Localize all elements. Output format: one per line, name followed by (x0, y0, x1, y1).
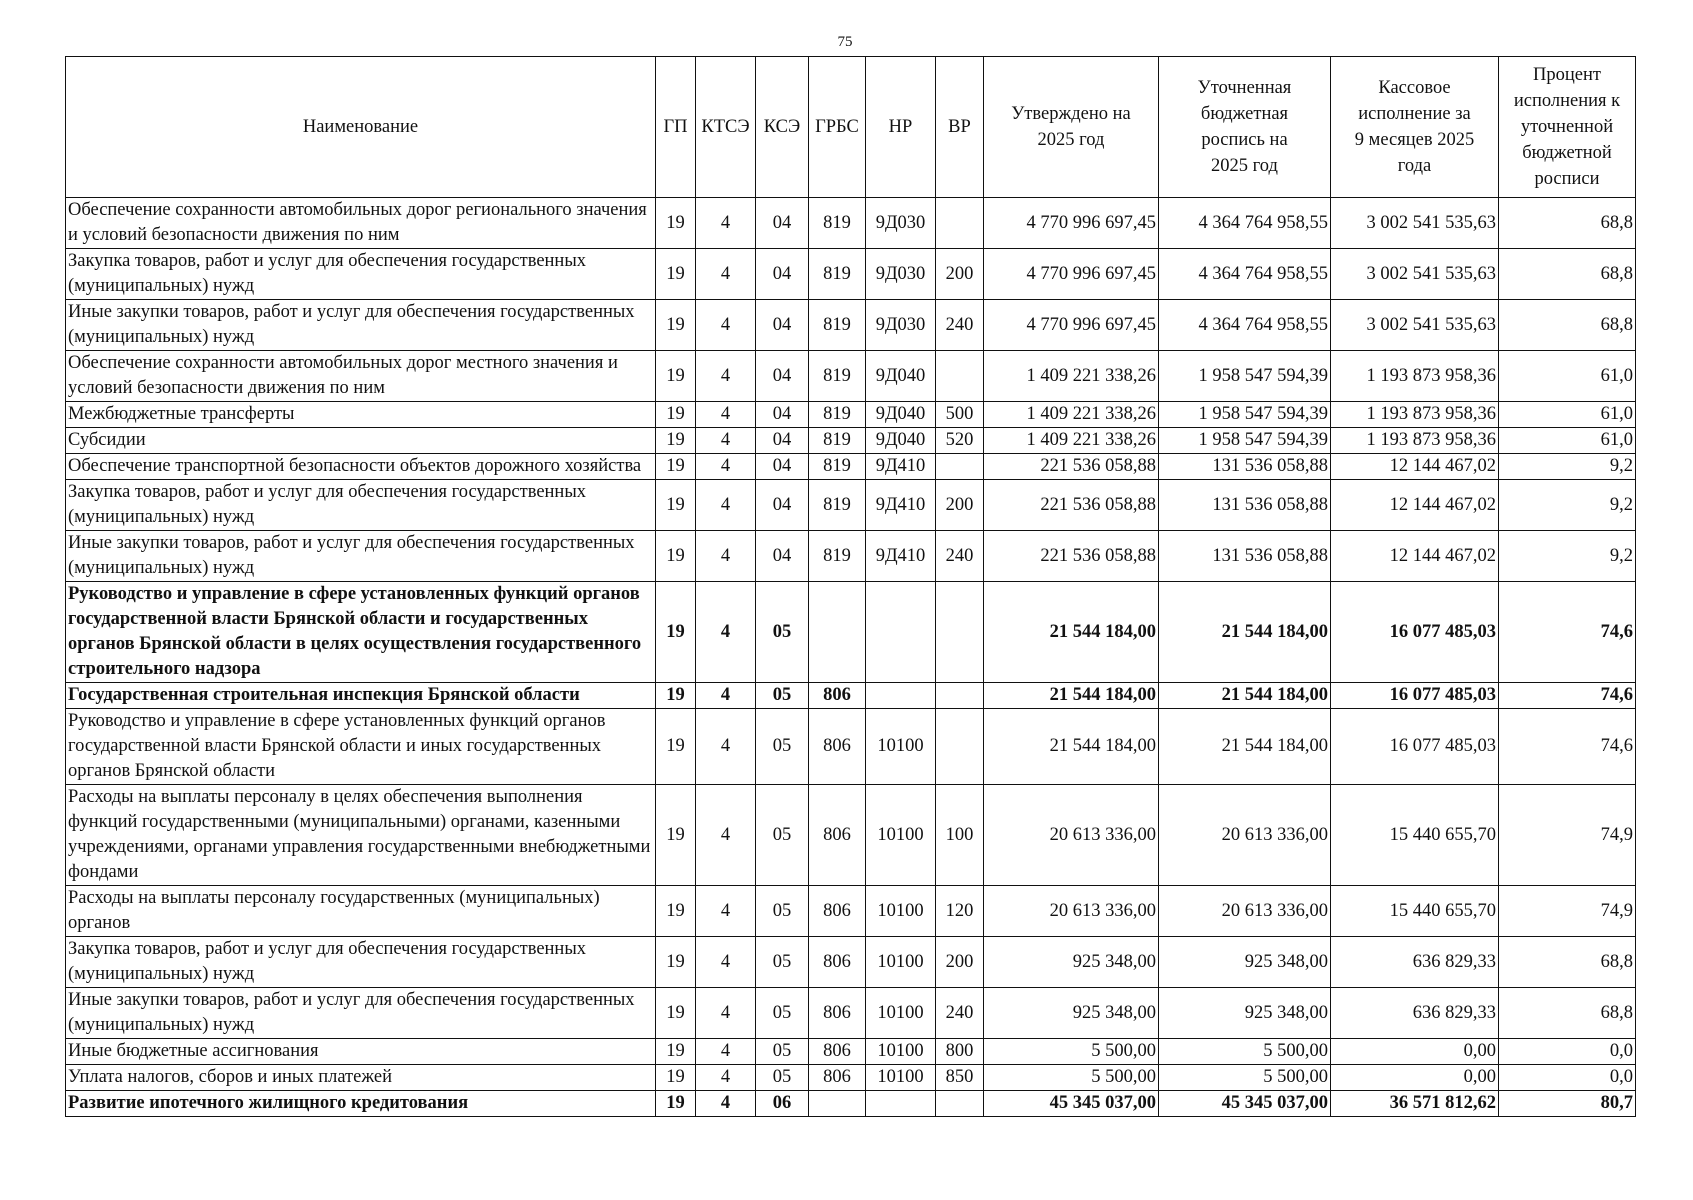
table-row (66, 683, 1636, 709)
cell-nr: 9Д040 (866, 402, 936, 428)
cell-kse: 04 (756, 480, 809, 531)
table-row (66, 300, 1636, 351)
cell-kse: 04 (756, 428, 809, 454)
cell-cash: 3 002 541 535,63 (1331, 249, 1499, 300)
cell-kse: 05 (756, 683, 809, 709)
table-row (66, 886, 1636, 937)
cell-cash: 636 829,33 (1331, 937, 1499, 988)
cell-cash: 15 440 655,70 (1331, 785, 1499, 886)
cell-approved: 21 544 184,00 (984, 709, 1159, 785)
cell-cash: 12 144 467,02 (1331, 531, 1499, 582)
cell-percent: 68,8 (1499, 988, 1636, 1039)
cell-percent: 80,7 (1499, 1091, 1636, 1117)
cell-gp: 19 (656, 709, 696, 785)
cell-ktse: 4 (696, 428, 756, 454)
cell-percent: 68,8 (1499, 937, 1636, 988)
cell-name: Закупка товаров, работ и услуг для обеспечения государственных (муниципальных) нужд (66, 937, 656, 988)
cell-grbs: 806 (809, 1065, 866, 1091)
cell-nr: 9Д410 (866, 454, 936, 480)
cell-ktse: 4 (696, 1039, 756, 1065)
cell-nr: 9Д030 (866, 198, 936, 249)
cell-cash: 0,00 (1331, 1039, 1499, 1065)
table-row (66, 454, 1636, 480)
cell-vr (936, 1091, 984, 1117)
cell-approved: 925 348,00 (984, 988, 1159, 1039)
cell-nr: 10100 (866, 937, 936, 988)
cell-percent: 74,6 (1499, 683, 1636, 709)
cell-kse: 04 (756, 249, 809, 300)
cell-approved: 21 544 184,00 (984, 582, 1159, 683)
cell-percent: 9,2 (1499, 531, 1636, 582)
cell-nr: 9Д410 (866, 480, 936, 531)
cell-cash: 16 077 485,03 (1331, 709, 1499, 785)
cell-name: Развитие ипотечного жилищного кредитования (66, 1091, 656, 1117)
cell-name: Расходы на выплаты персоналу государственных (муниципальных) органов (66, 886, 656, 937)
cell-ktse: 4 (696, 531, 756, 582)
cell-refined: 925 348,00 (1159, 988, 1331, 1039)
cell-cash: 0,00 (1331, 1065, 1499, 1091)
cell-cash: 1 193 873 958,36 (1331, 351, 1499, 402)
cell-refined: 1 958 547 594,39 (1159, 351, 1331, 402)
table-row (66, 582, 1636, 683)
cell-kse: 05 (756, 785, 809, 886)
cell-name: Государственная строительная инспекция Брянской области (66, 683, 656, 709)
cell-ktse: 4 (696, 480, 756, 531)
cell-name: Закупка товаров, работ и услуг для обеспечения государственных (муниципальных) нужд (66, 480, 656, 531)
cell-gp: 19 (656, 454, 696, 480)
cell-gp: 19 (656, 937, 696, 988)
cell-vr (936, 351, 984, 402)
cell-name: Обеспечение сохранности автомобильных дорог регионального значения и условий безопасности движения по ним (66, 198, 656, 249)
cell-nr: 10100 (866, 709, 936, 785)
table-row (66, 531, 1636, 582)
cell-kse: 05 (756, 886, 809, 937)
cell-refined: 20 613 336,00 (1159, 785, 1331, 886)
cell-gp: 19 (656, 582, 696, 683)
cell-grbs: 819 (809, 402, 866, 428)
table-row (66, 1091, 1636, 1117)
header-vr: ВР (936, 57, 984, 198)
cell-refined: 131 536 058,88 (1159, 454, 1331, 480)
cell-ktse: 4 (696, 683, 756, 709)
table-row (66, 988, 1636, 1039)
cell-approved: 1 409 221 338,26 (984, 428, 1159, 454)
cell-gp: 19 (656, 300, 696, 351)
cell-percent: 61,0 (1499, 402, 1636, 428)
cell-grbs: 806 (809, 785, 866, 886)
cell-ktse: 4 (696, 300, 756, 351)
cell-name: Иные закупки товаров, работ и услуг для обеспечения государственных (муниципальных) нужд (66, 300, 656, 351)
header-cash: Кассовое исполнение за 9 месяцев 2025 года (1331, 57, 1499, 198)
cell-approved: 1 409 221 338,26 (984, 351, 1159, 402)
cell-refined: 4 364 764 958,55 (1159, 249, 1331, 300)
cell-vr: 800 (936, 1039, 984, 1065)
cell-grbs: 806 (809, 709, 866, 785)
cell-grbs: 819 (809, 480, 866, 531)
table-row (66, 428, 1636, 454)
cell-grbs: 819 (809, 249, 866, 300)
cell-cash: 1 193 873 958,36 (1331, 428, 1499, 454)
cell-approved: 5 500,00 (984, 1065, 1159, 1091)
table-body (66, 198, 1636, 1117)
cell-kse: 04 (756, 454, 809, 480)
header-grbs: ГРБС (809, 57, 866, 198)
cell-vr: 100 (936, 785, 984, 886)
cell-name: Обеспечение сохранности автомобильных дорог местного значения и условий безопасности движения по ним (66, 351, 656, 402)
budget-table (65, 56, 1636, 1117)
cell-grbs: 819 (809, 454, 866, 480)
cell-vr (936, 198, 984, 249)
cell-kse: 05 (756, 1065, 809, 1091)
cell-percent: 0,0 (1499, 1065, 1636, 1091)
cell-kse: 05 (756, 582, 809, 683)
table-row (66, 351, 1636, 402)
cell-kse: 05 (756, 709, 809, 785)
cell-name: Иные закупки товаров, работ и услуг для обеспечения государственных (муниципальных) нужд (66, 531, 656, 582)
cell-name: Обеспечение транспортной безопасности объектов дорожного хозяйства (66, 454, 656, 480)
cell-gp: 19 (656, 249, 696, 300)
cell-percent: 74,9 (1499, 785, 1636, 886)
cell-nr: 10100 (866, 886, 936, 937)
cell-gp: 19 (656, 1065, 696, 1091)
cell-name: Руководство и управление в сфере установленных функций органов государственной власти Брянской области и иных государственных органов Брянской области (66, 709, 656, 785)
cell-approved: 925 348,00 (984, 937, 1159, 988)
cell-refined: 1 958 547 594,39 (1159, 402, 1331, 428)
cell-nr (866, 683, 936, 709)
header-gp: ГП (656, 57, 696, 198)
cell-approved: 21 544 184,00 (984, 683, 1159, 709)
header-nr: НР (866, 57, 936, 198)
header-approved: Утверждено на 2025 год (984, 57, 1159, 198)
cell-nr: 10100 (866, 785, 936, 886)
cell-gp: 19 (656, 886, 696, 937)
cell-grbs (809, 582, 866, 683)
cell-kse: 04 (756, 531, 809, 582)
cell-ktse: 4 (696, 249, 756, 300)
cell-vr: 240 (936, 988, 984, 1039)
cell-nr: 9Д040 (866, 428, 936, 454)
cell-gp: 19 (656, 1039, 696, 1065)
cell-ktse: 4 (696, 198, 756, 249)
cell-grbs: 819 (809, 531, 866, 582)
header-name: Наименование (66, 57, 656, 198)
cell-ktse: 4 (696, 709, 756, 785)
cell-cash: 36 571 812,62 (1331, 1091, 1499, 1117)
cell-percent: 61,0 (1499, 351, 1636, 402)
cell-vr: 200 (936, 937, 984, 988)
cell-grbs: 806 (809, 1039, 866, 1065)
cell-gp: 19 (656, 198, 696, 249)
cell-vr (936, 454, 984, 480)
cell-percent: 68,8 (1499, 300, 1636, 351)
cell-approved: 5 500,00 (984, 1039, 1159, 1065)
cell-cash: 15 440 655,70 (1331, 886, 1499, 937)
cell-percent: 74,6 (1499, 709, 1636, 785)
cell-cash: 12 144 467,02 (1331, 480, 1499, 531)
cell-cash: 3 002 541 535,63 (1331, 300, 1499, 351)
header-ktse: КТСЭ (696, 57, 756, 198)
cell-grbs: 819 (809, 300, 866, 351)
cell-grbs: 806 (809, 683, 866, 709)
cell-gp: 19 (656, 683, 696, 709)
cell-nr: 9Д410 (866, 531, 936, 582)
table-row (66, 198, 1636, 249)
cell-gp: 19 (656, 988, 696, 1039)
cell-percent: 9,2 (1499, 454, 1636, 480)
page-number: 75 (837, 34, 853, 50)
cell-gp: 19 (656, 531, 696, 582)
cell-vr: 200 (936, 480, 984, 531)
table-row (66, 480, 1636, 531)
table-row (66, 1065, 1636, 1091)
cell-cash: 16 077 485,03 (1331, 683, 1499, 709)
cell-nr (866, 582, 936, 683)
cell-percent: 68,8 (1499, 198, 1636, 249)
cell-percent: 74,6 (1499, 582, 1636, 683)
cell-ktse: 4 (696, 582, 756, 683)
cell-grbs: 806 (809, 886, 866, 937)
cell-vr: 500 (936, 402, 984, 428)
cell-refined: 21 544 184,00 (1159, 683, 1331, 709)
cell-name: Руководство и управление в сфере установленных функций органов государственной власти Брянской области и государственных органов Брянской области в целях осуществления государственного строительного надзора (66, 582, 656, 683)
cell-approved: 4 770 996 697,45 (984, 249, 1159, 300)
cell-grbs: 819 (809, 198, 866, 249)
cell-refined: 4 364 764 958,55 (1159, 198, 1331, 249)
cell-grbs: 806 (809, 988, 866, 1039)
cell-cash: 3 002 541 535,63 (1331, 198, 1499, 249)
cell-refined: 925 348,00 (1159, 937, 1331, 988)
cell-refined: 21 544 184,00 (1159, 582, 1331, 683)
cell-gp: 19 (656, 785, 696, 886)
cell-cash: 12 144 467,02 (1331, 454, 1499, 480)
cell-vr: 520 (936, 428, 984, 454)
header-row (66, 57, 1636, 198)
cell-nr (866, 1091, 936, 1117)
header-percent: Процент исполнения к уточненной бюджетной росписи (1499, 57, 1636, 198)
cell-vr: 850 (936, 1065, 984, 1091)
cell-approved: 4 770 996 697,45 (984, 198, 1159, 249)
table-row (66, 937, 1636, 988)
cell-kse: 04 (756, 198, 809, 249)
cell-refined: 21 544 184,00 (1159, 709, 1331, 785)
cell-vr: 200 (936, 249, 984, 300)
cell-name: Иные закупки товаров, работ и услуг для обеспечения государственных (муниципальных) нужд (66, 988, 656, 1039)
cell-refined: 5 500,00 (1159, 1065, 1331, 1091)
cell-name: Закупка товаров, работ и услуг для обеспечения государственных (муниципальных) нужд (66, 249, 656, 300)
cell-name: Уплата налогов, сборов и иных платежей (66, 1065, 656, 1091)
cell-refined: 1 958 547 594,39 (1159, 428, 1331, 454)
header-refined: Уточненная бюджетная роспись на 2025 год (1159, 57, 1331, 198)
cell-name: Расходы на выплаты персоналу в целях обеспечения выполнения функций государственными (муниципальными) органами, казенными учреждениями, органами управления государственными внебюджетными фондами (66, 785, 656, 886)
cell-ktse: 4 (696, 988, 756, 1039)
cell-kse: 06 (756, 1091, 809, 1117)
cell-grbs: 819 (809, 428, 866, 454)
cell-ktse: 4 (696, 351, 756, 402)
cell-kse: 05 (756, 937, 809, 988)
cell-grbs: 819 (809, 351, 866, 402)
cell-cash: 636 829,33 (1331, 988, 1499, 1039)
cell-approved: 1 409 221 338,26 (984, 402, 1159, 428)
cell-approved: 221 536 058,88 (984, 531, 1159, 582)
cell-cash: 1 193 873 958,36 (1331, 402, 1499, 428)
header-kse: КСЭ (756, 57, 809, 198)
cell-nr: 9Д030 (866, 300, 936, 351)
cell-gp: 19 (656, 351, 696, 402)
table-row (66, 1039, 1636, 1065)
cell-ktse: 4 (696, 454, 756, 480)
cell-kse: 05 (756, 988, 809, 1039)
cell-gp: 19 (656, 428, 696, 454)
cell-vr (936, 683, 984, 709)
cell-kse: 05 (756, 1039, 809, 1065)
cell-vr (936, 582, 984, 683)
cell-approved: 4 770 996 697,45 (984, 300, 1159, 351)
cell-name: Межбюджетные трансферты (66, 402, 656, 428)
cell-ktse: 4 (696, 1065, 756, 1091)
cell-approved: 20 613 336,00 (984, 785, 1159, 886)
cell-percent: 68,8 (1499, 249, 1636, 300)
cell-ktse: 4 (696, 1091, 756, 1117)
cell-ktse: 4 (696, 886, 756, 937)
cell-vr: 240 (936, 531, 984, 582)
cell-approved: 221 536 058,88 (984, 454, 1159, 480)
cell-kse: 04 (756, 351, 809, 402)
cell-vr: 120 (936, 886, 984, 937)
table-row (66, 402, 1636, 428)
cell-refined: 131 536 058,88 (1159, 531, 1331, 582)
cell-grbs (809, 1091, 866, 1117)
cell-percent: 0,0 (1499, 1039, 1636, 1065)
cell-nr: 9Д030 (866, 249, 936, 300)
cell-approved: 20 613 336,00 (984, 886, 1159, 937)
table-row (66, 249, 1636, 300)
cell-ktse: 4 (696, 402, 756, 428)
cell-gp: 19 (656, 1091, 696, 1117)
cell-kse: 04 (756, 402, 809, 428)
cell-approved: 221 536 058,88 (984, 480, 1159, 531)
cell-gp: 19 (656, 402, 696, 428)
cell-vr (936, 709, 984, 785)
cell-name: Субсидии (66, 428, 656, 454)
cell-gp: 19 (656, 480, 696, 531)
cell-grbs: 806 (809, 937, 866, 988)
cell-percent: 74,9 (1499, 886, 1636, 937)
cell-refined: 4 364 764 958,55 (1159, 300, 1331, 351)
cell-refined: 20 613 336,00 (1159, 886, 1331, 937)
table-row (66, 709, 1636, 785)
cell-cash: 16 077 485,03 (1331, 582, 1499, 683)
cell-vr: 240 (936, 300, 984, 351)
cell-nr: 10100 (866, 988, 936, 1039)
cell-ktse: 4 (696, 937, 756, 988)
cell-refined: 5 500,00 (1159, 1039, 1331, 1065)
cell-percent: 9,2 (1499, 480, 1636, 531)
cell-nr: 10100 (866, 1065, 936, 1091)
cell-nr: 9Д040 (866, 351, 936, 402)
cell-refined: 131 536 058,88 (1159, 480, 1331, 531)
cell-refined: 45 345 037,00 (1159, 1091, 1331, 1117)
table-row (66, 785, 1636, 886)
cell-name: Иные бюджетные ассигнования (66, 1039, 656, 1065)
cell-ktse: 4 (696, 785, 756, 886)
cell-approved: 45 345 037,00 (984, 1091, 1159, 1117)
cell-nr: 10100 (866, 1039, 936, 1065)
cell-percent: 61,0 (1499, 428, 1636, 454)
cell-kse: 04 (756, 300, 809, 351)
